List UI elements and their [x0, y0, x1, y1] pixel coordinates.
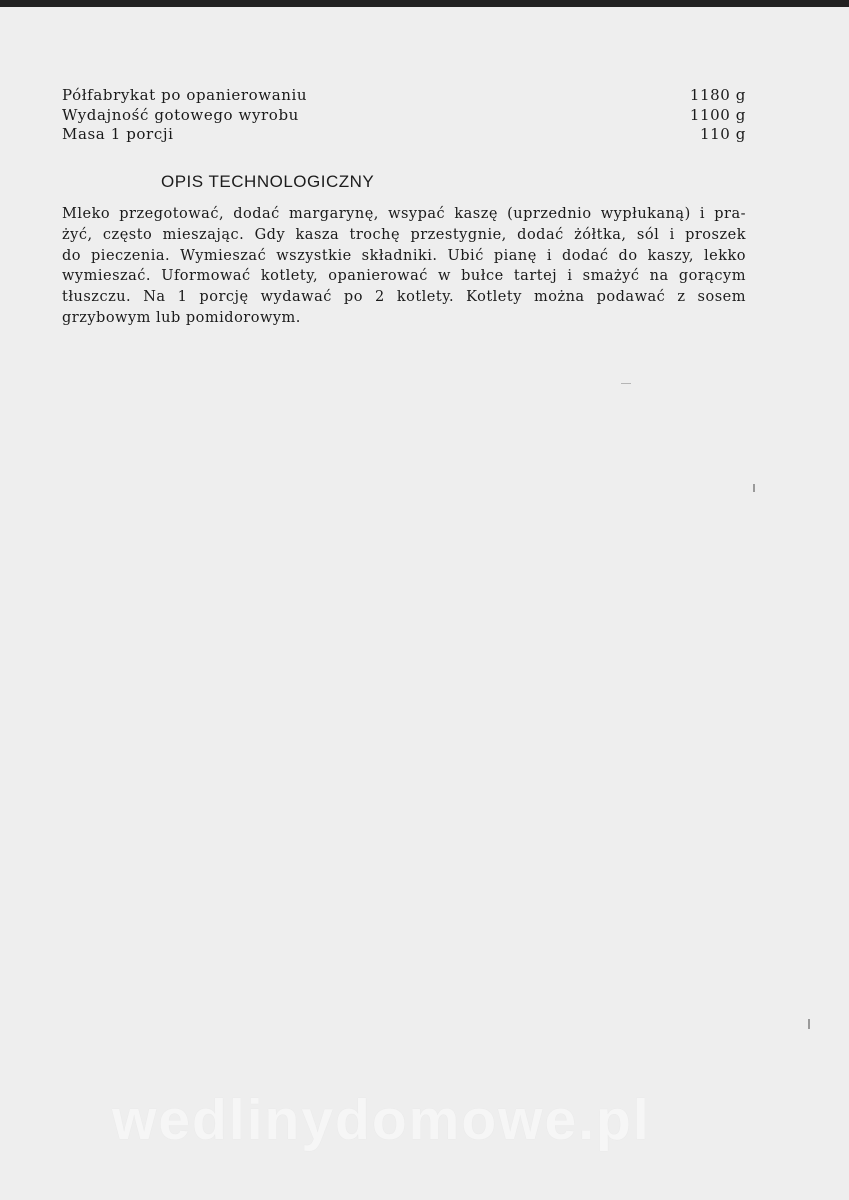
spec-row [62, 125, 746, 145]
spec-value: 1180 g [689, 86, 746, 104]
description-line: Mleko przegotować, dodać margarynę, wsypać kaszę (uprzednio wypłukaną) i pra- [62, 206, 746, 222]
spec-value: 110 g [699, 125, 746, 143]
spec-label: Wydajność gotowego wyrobu [62, 105, 299, 124]
watermark: wedlinydomowe.pl [112, 1088, 651, 1152]
description-line: grzybowym lub pomidorowym. [62, 309, 301, 326]
spec-row [62, 106, 746, 126]
description-line: żyć, często mieszając. Gdy kasza trochę przestygnie, dodać żółtka, sól i proszek [62, 226, 746, 243]
paper-speck [621, 383, 631, 384]
paper-speck [753, 484, 755, 492]
technological-description [62, 204, 746, 329]
description-line: wymieszać. Uformować kotlety, opanierować w bułce tartej i smażyć na gorącym [62, 268, 746, 285]
page-top-edge [0, 0, 849, 7]
paper-speck [808, 1019, 810, 1029]
yield-specification-list [62, 86, 746, 145]
spec-label: Półfabrykat po opanierowaniu [62, 86, 308, 104]
description-line: do pieczenia. Wymieszać wszystkie składniki. Ubić pianę i dodać do kaszy, lekko [62, 247, 746, 264]
section-title: OPIS TECHNOLOGICZNY [161, 172, 375, 191]
spec-value: 1100 g [689, 105, 746, 124]
spec-row [62, 86, 746, 106]
description-line: tłuszczu. Na 1 porcję wydawać po 2 kotlety. Kotlety można podawać z sosem [62, 289, 746, 306]
document-page [0, 7, 849, 1200]
spec-label: Masa 1 porcji [62, 125, 174, 143]
